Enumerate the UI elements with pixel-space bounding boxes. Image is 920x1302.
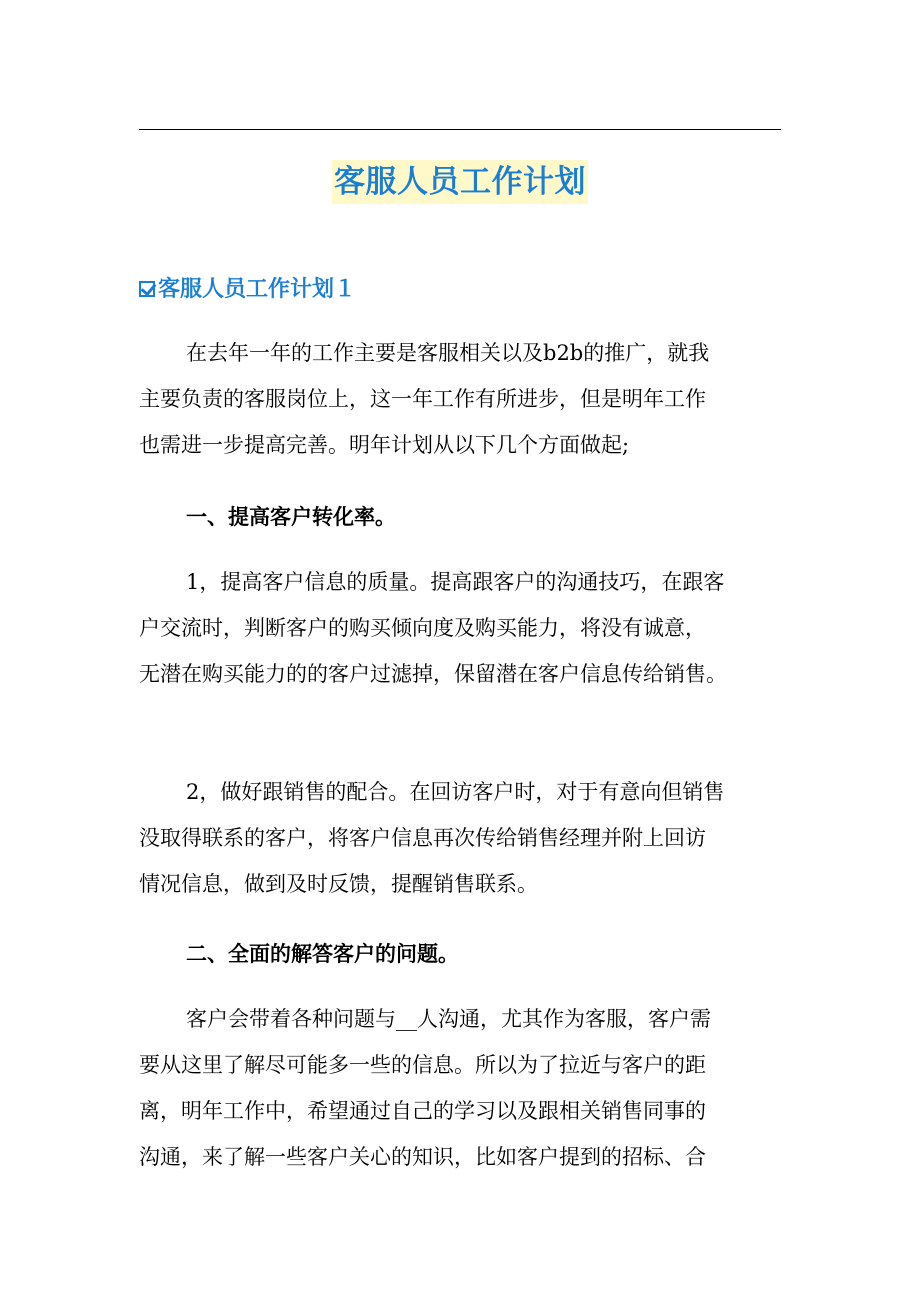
paragraph-line: 2，做好跟销售的配合。在回访客户时，对于有意向但销售 [186,780,725,804]
paragraph-line: 要从这里了解尽可能多一些的信息。所以为了拉近与客户的距 [139,1053,706,1077]
part2-paragraph [139,996,784,1180]
checkbox-checked-icon [139,281,155,297]
paragraph-line: 在去年一年的工作主要是客服相关以及b2b的推广，就我 [186,341,710,365]
item1-paragraph [139,559,784,697]
document-title: 客服人员工作计划 [332,160,588,204]
paragraph-line: 离，明年工作中，希望通过自己的学习以及跟相关销售同事的 [139,1099,706,1123]
top-divider [139,129,781,130]
paragraph-line: 户交流时，判断客户的购买倾向度及购买能力，将没有诚意， [139,616,706,640]
paragraph-line: 客户会带着各种问题与__人沟通，尤其作为客服，客户需 [186,1007,711,1031]
title-container [0,160,920,204]
paragraph-line: 无潜在购买能力的的客户过滤掉，保留潜在客户信息传给销售。 [139,662,727,686]
paragraph-line: 沟通，来了解一些客户关心的知识，比如客户提到的招标、合 [139,1145,706,1169]
sub-heading-part1: 一、提高客户转化率。 [186,505,396,529]
intro-paragraph [139,330,784,468]
paragraph-line: 也需进一步提高完善。明年计划从以下几个方面做起; [139,433,630,457]
paragraph-line: 主要负责的客服岗位上，这一年工作有所进步，但是明年工作 [139,387,706,411]
item2-paragraph [139,769,784,907]
paragraph-line: 没取得联系的客户，将客户信息再次传给销售经理并附上回访 [139,826,706,850]
section-heading [139,274,356,306]
paragraph-line: 1，提高客户信息的质量。提高跟客户的沟通技巧，在跟客 [186,570,725,594]
section-heading-text: 客服人员工作计划１ [158,277,357,302]
sub-heading-part2: 二、全面的解答客户的问题。 [186,942,459,966]
paragraph-line: 情况信息，做到及时反馈，提醒销售联系。 [139,872,538,896]
